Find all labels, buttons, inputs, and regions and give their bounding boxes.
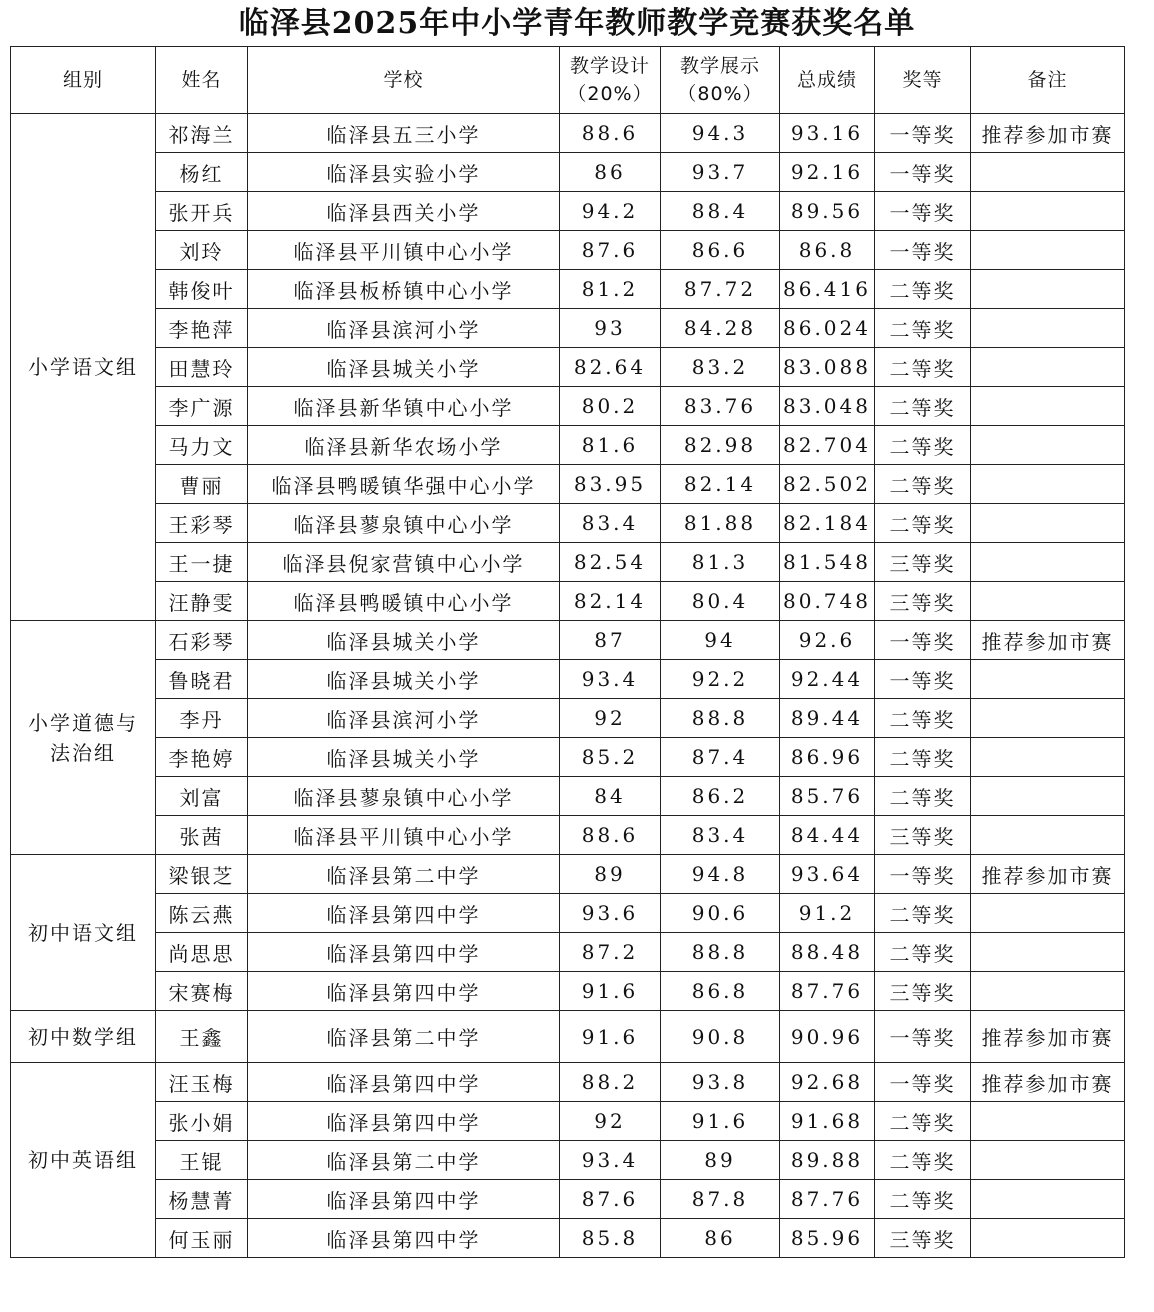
note-cell: 推荐参加市赛 [971, 114, 1125, 153]
table-row [11, 699, 1125, 738]
school-name-cell: 临泽县鸭暖镇华强中心小学 [248, 465, 560, 504]
award-level-cell: 二等奖 [875, 1141, 971, 1180]
table-row [11, 816, 1125, 855]
award-level-cell: 一等奖 [875, 855, 971, 894]
table-row [11, 855, 1125, 894]
teacher-name-cell: 李丹 [156, 699, 248, 738]
total-score-cell: 93.64 [780, 855, 875, 894]
school-name-cell: 临泽县第四中学 [248, 1063, 560, 1102]
total-score-cell: 84.44 [780, 816, 875, 855]
school-name-cell: 临泽县第四中学 [248, 894, 560, 933]
table-row [11, 270, 1125, 309]
design-score-cell: 93 [560, 309, 661, 348]
teacher-name-cell: 张茜 [156, 816, 248, 855]
teacher-name-cell: 汪静雯 [156, 582, 248, 621]
group-cell: 小学道德与法治组 [11, 621, 156, 855]
design-score-cell: 92 [560, 699, 661, 738]
display-score-cell: 90.6 [661, 894, 780, 933]
award-level-cell: 一等奖 [875, 660, 971, 699]
award-level-cell: 三等奖 [875, 543, 971, 582]
award-level-cell: 二等奖 [875, 1102, 971, 1141]
note-cell [971, 231, 1125, 270]
display-score-cell: 94.3 [661, 114, 780, 153]
school-name-cell: 临泽县第二中学 [248, 1011, 560, 1063]
design-score-cell: 82.54 [560, 543, 661, 582]
design-score-cell: 83.95 [560, 465, 661, 504]
table-body [11, 114, 1125, 1258]
note-cell [971, 153, 1125, 192]
table-row [11, 1063, 1125, 1102]
display-score-cell: 80.4 [661, 582, 780, 621]
note-cell [971, 738, 1125, 777]
group-cell: 初中数学组 [11, 1011, 156, 1063]
design-score-cell: 88.6 [560, 816, 661, 855]
total-score-cell: 80.748 [780, 582, 875, 621]
note-cell [971, 348, 1125, 387]
table-row [11, 231, 1125, 270]
award-level-cell: 二等奖 [875, 270, 971, 309]
display-score-cell: 87.4 [661, 738, 780, 777]
teacher-name-cell: 杨红 [156, 153, 248, 192]
note-cell: 推荐参加市赛 [971, 1011, 1125, 1063]
display-score-cell: 93.8 [661, 1063, 780, 1102]
total-score-cell: 92.6 [780, 621, 875, 660]
teacher-name-cell: 石彩琴 [156, 621, 248, 660]
school-name-cell: 临泽县五三小学 [248, 114, 560, 153]
table-row [11, 1180, 1125, 1219]
display-score-cell: 81.88 [661, 504, 780, 543]
table-row [11, 504, 1125, 543]
table-row [11, 894, 1125, 933]
note-cell [971, 894, 1125, 933]
table-row [11, 582, 1125, 621]
display-score-cell: 86.2 [661, 777, 780, 816]
header-school: 学校 [248, 47, 560, 114]
total-score-cell: 89.56 [780, 192, 875, 231]
award-level-cell: 一等奖 [875, 621, 971, 660]
display-score-cell: 82.14 [661, 465, 780, 504]
header-group: 组别 [11, 47, 156, 114]
total-score-cell: 88.48 [780, 933, 875, 972]
school-name-cell: 临泽县第四中学 [248, 1180, 560, 1219]
teacher-name-cell: 王鑫 [156, 1011, 248, 1063]
display-score-cell: 91.6 [661, 1102, 780, 1141]
award-level-cell: 二等奖 [875, 738, 971, 777]
school-name-cell: 临泽县倪家营镇中心小学 [248, 543, 560, 582]
total-score-cell: 86.8 [780, 231, 875, 270]
teacher-name-cell: 尚思思 [156, 933, 248, 972]
table-row [11, 543, 1125, 582]
display-score-cell: 86.8 [661, 972, 780, 1011]
award-level-cell: 一等奖 [875, 114, 971, 153]
table-row [11, 153, 1125, 192]
award-level-cell: 二等奖 [875, 777, 971, 816]
total-score-cell: 83.048 [780, 387, 875, 426]
note-cell [971, 972, 1125, 1011]
total-score-cell: 92.44 [780, 660, 875, 699]
table-row [11, 114, 1125, 153]
display-score-cell: 94.8 [661, 855, 780, 894]
table-row [11, 1219, 1125, 1258]
award-level-cell: 二等奖 [875, 504, 971, 543]
school-name-cell: 临泽县城关小学 [248, 621, 560, 660]
note-cell [971, 543, 1125, 582]
teacher-name-cell: 李广源 [156, 387, 248, 426]
display-score-cell: 86 [661, 1219, 780, 1258]
award-level-cell: 三等奖 [875, 972, 971, 1011]
table-row [11, 660, 1125, 699]
table-row [11, 192, 1125, 231]
table-row [11, 933, 1125, 972]
teacher-name-cell: 王彩琴 [156, 504, 248, 543]
design-score-cell: 87.6 [560, 231, 661, 270]
teacher-name-cell: 祁海兰 [156, 114, 248, 153]
teacher-name-cell: 李艳萍 [156, 309, 248, 348]
teacher-name-cell: 何玉丽 [156, 1219, 248, 1258]
design-score-cell: 91.6 [560, 1011, 661, 1063]
school-name-cell: 临泽县第四中学 [248, 1219, 560, 1258]
table-row [11, 1011, 1125, 1063]
note-cell [971, 270, 1125, 309]
award-level-cell: 二等奖 [875, 465, 971, 504]
award-level-cell: 二等奖 [875, 426, 971, 465]
table-row [11, 348, 1125, 387]
teacher-name-cell: 梁银芝 [156, 855, 248, 894]
school-name-cell: 临泽县第四中学 [248, 933, 560, 972]
school-name-cell: 临泽县第二中学 [248, 855, 560, 894]
design-score-cell: 82.64 [560, 348, 661, 387]
award-level-cell: 二等奖 [875, 894, 971, 933]
table-row [11, 738, 1125, 777]
display-score-cell: 84.28 [661, 309, 780, 348]
header-note: 备注 [971, 47, 1125, 114]
design-score-cell: 87.6 [560, 1180, 661, 1219]
total-score-cell: 85.76 [780, 777, 875, 816]
display-score-cell: 94 [661, 621, 780, 660]
teacher-name-cell: 刘富 [156, 777, 248, 816]
group-cell: 初中英语组 [11, 1063, 156, 1258]
total-score-cell: 85.96 [780, 1219, 875, 1258]
award-level-cell: 一等奖 [875, 1063, 971, 1102]
note-cell [971, 1141, 1125, 1180]
school-name-cell: 临泽县新华镇中心小学 [248, 387, 560, 426]
note-cell [971, 933, 1125, 972]
teacher-name-cell: 汪玉梅 [156, 1063, 248, 1102]
total-score-cell: 83.088 [780, 348, 875, 387]
total-score-cell: 87.76 [780, 972, 875, 1011]
note-cell: 推荐参加市赛 [971, 855, 1125, 894]
display-score-cell: 83.2 [661, 348, 780, 387]
design-score-cell: 94.2 [560, 192, 661, 231]
table-row [11, 1102, 1125, 1141]
note-cell [971, 777, 1125, 816]
teacher-name-cell: 韩俊叶 [156, 270, 248, 309]
design-score-cell: 87.2 [560, 933, 661, 972]
total-score-cell: 92.16 [780, 153, 875, 192]
teacher-name-cell: 李艳婷 [156, 738, 248, 777]
note-cell [971, 1219, 1125, 1258]
teacher-name-cell: 曹丽 [156, 465, 248, 504]
display-score-cell: 82.98 [661, 426, 780, 465]
teacher-name-cell: 宋赛梅 [156, 972, 248, 1011]
school-name-cell: 临泽县平川镇中心小学 [248, 231, 560, 270]
display-score-cell: 83.4 [661, 816, 780, 855]
display-score-cell: 86.6 [661, 231, 780, 270]
school-name-cell: 临泽县滨河小学 [248, 309, 560, 348]
total-score-cell: 92.68 [780, 1063, 875, 1102]
design-score-cell: 91.6 [560, 972, 661, 1011]
display-score-cell: 90.8 [661, 1011, 780, 1063]
note-cell [971, 1102, 1125, 1141]
teacher-name-cell: 田慧玲 [156, 348, 248, 387]
design-score-cell: 85.8 [560, 1219, 661, 1258]
teacher-name-cell: 马力文 [156, 426, 248, 465]
display-score-cell: 83.76 [661, 387, 780, 426]
design-score-cell: 87 [560, 621, 661, 660]
note-cell [971, 309, 1125, 348]
teacher-name-cell: 王一捷 [156, 543, 248, 582]
school-name-cell: 临泽县滨河小学 [248, 699, 560, 738]
award-level-cell: 二等奖 [875, 699, 971, 738]
design-score-cell: 88.2 [560, 1063, 661, 1102]
award-level-cell: 一等奖 [875, 192, 971, 231]
header-design: 教学设计（20%） [560, 47, 661, 114]
teacher-name-cell: 王锟 [156, 1141, 248, 1180]
school-name-cell: 临泽县城关小学 [248, 348, 560, 387]
group-cell: 小学语文组 [11, 114, 156, 621]
school-name-cell: 临泽县鸭暖镇中心小学 [248, 582, 560, 621]
design-score-cell: 88.6 [560, 114, 661, 153]
table-row [11, 972, 1125, 1011]
table-row [11, 426, 1125, 465]
display-score-cell: 87.8 [661, 1180, 780, 1219]
design-score-cell: 86 [560, 153, 661, 192]
display-score-cell: 92.2 [661, 660, 780, 699]
award-level-cell: 二等奖 [875, 309, 971, 348]
display-score-cell: 88.8 [661, 933, 780, 972]
note-cell [971, 1180, 1125, 1219]
header-name: 姓名 [156, 47, 248, 114]
school-name-cell: 临泽县平川镇中心小学 [248, 816, 560, 855]
display-score-cell: 88.8 [661, 699, 780, 738]
school-name-cell: 临泽县板桥镇中心小学 [248, 270, 560, 309]
design-score-cell: 80.2 [560, 387, 661, 426]
total-score-cell: 86.416 [780, 270, 875, 309]
school-name-cell: 临泽县第四中学 [248, 1102, 560, 1141]
design-score-cell: 85.2 [560, 738, 661, 777]
note-cell [971, 465, 1125, 504]
school-name-cell: 临泽县第二中学 [248, 1141, 560, 1180]
award-level-cell: 二等奖 [875, 1180, 971, 1219]
design-score-cell: 93.4 [560, 1141, 661, 1180]
total-score-cell: 86.024 [780, 309, 875, 348]
group-cell: 初中语文组 [11, 855, 156, 1011]
table-row [11, 309, 1125, 348]
note-cell [971, 816, 1125, 855]
school-name-cell: 临泽县蓼泉镇中心小学 [248, 504, 560, 543]
teacher-name-cell: 陈云燕 [156, 894, 248, 933]
design-score-cell: 84 [560, 777, 661, 816]
total-score-cell: 86.96 [780, 738, 875, 777]
note-cell: 推荐参加市赛 [971, 621, 1125, 660]
awards-table [10, 46, 1125, 1258]
display-score-cell: 93.7 [661, 153, 780, 192]
display-score-cell: 81.3 [661, 543, 780, 582]
design-score-cell: 81.2 [560, 270, 661, 309]
design-score-cell: 81.6 [560, 426, 661, 465]
total-score-cell: 91.2 [780, 894, 875, 933]
display-score-cell: 88.4 [661, 192, 780, 231]
design-score-cell: 89 [560, 855, 661, 894]
design-score-cell: 93.4 [560, 660, 661, 699]
page-title: 临泽县2025年中小学青年教师教学竞赛获奖名单 [238, 6, 916, 41]
school-name-cell: 临泽县第四中学 [248, 972, 560, 1011]
school-name-cell: 临泽县城关小学 [248, 738, 560, 777]
award-level-cell: 三等奖 [875, 1219, 971, 1258]
award-level-cell: 二等奖 [875, 387, 971, 426]
school-name-cell: 临泽县蓼泉镇中心小学 [248, 777, 560, 816]
note-cell [971, 387, 1125, 426]
school-name-cell: 临泽县实验小学 [248, 153, 560, 192]
award-level-cell: 一等奖 [875, 1011, 971, 1063]
total-score-cell: 89.44 [780, 699, 875, 738]
note-cell [971, 504, 1125, 543]
display-score-cell: 87.72 [661, 270, 780, 309]
award-level-cell: 三等奖 [875, 582, 971, 621]
total-score-cell: 90.96 [780, 1011, 875, 1063]
award-level-cell: 一等奖 [875, 153, 971, 192]
total-score-cell: 82.704 [780, 426, 875, 465]
teacher-name-cell: 张小娟 [156, 1102, 248, 1141]
display-score-cell: 89 [661, 1141, 780, 1180]
total-score-cell: 81.548 [780, 543, 875, 582]
total-score-cell: 91.68 [780, 1102, 875, 1141]
table-row [11, 777, 1125, 816]
header-row [11, 47, 1125, 114]
teacher-name-cell: 张开兵 [156, 192, 248, 231]
note-cell: 推荐参加市赛 [971, 1063, 1125, 1102]
table-row [11, 1141, 1125, 1180]
design-score-cell: 93.6 [560, 894, 661, 933]
design-score-cell: 82.14 [560, 582, 661, 621]
table-row [11, 621, 1125, 660]
note-cell [971, 192, 1125, 231]
school-name-cell: 临泽县西关小学 [248, 192, 560, 231]
header-award: 奖等 [875, 47, 971, 114]
total-score-cell: 82.502 [780, 465, 875, 504]
award-level-cell: 二等奖 [875, 348, 971, 387]
teacher-name-cell: 杨慧菁 [156, 1180, 248, 1219]
note-cell [971, 582, 1125, 621]
total-score-cell: 87.76 [780, 1180, 875, 1219]
table-row [11, 465, 1125, 504]
total-score-cell: 89.88 [780, 1141, 875, 1180]
note-cell [971, 699, 1125, 738]
header-display: 教学展示（80%） [661, 47, 780, 114]
teacher-name-cell: 刘玲 [156, 231, 248, 270]
header-total: 总成绩 [780, 47, 875, 114]
total-score-cell: 82.184 [780, 504, 875, 543]
school-name-cell: 临泽县新华农场小学 [248, 426, 560, 465]
note-cell [971, 426, 1125, 465]
design-score-cell: 92 [560, 1102, 661, 1141]
table-row [11, 387, 1125, 426]
award-level-cell: 二等奖 [875, 933, 971, 972]
award-level-cell: 一等奖 [875, 231, 971, 270]
teacher-name-cell: 鲁晓君 [156, 660, 248, 699]
note-cell [971, 660, 1125, 699]
award-level-cell: 三等奖 [875, 816, 971, 855]
design-score-cell: 83.4 [560, 504, 661, 543]
school-name-cell: 临泽县城关小学 [248, 660, 560, 699]
total-score-cell: 93.16 [780, 114, 875, 153]
